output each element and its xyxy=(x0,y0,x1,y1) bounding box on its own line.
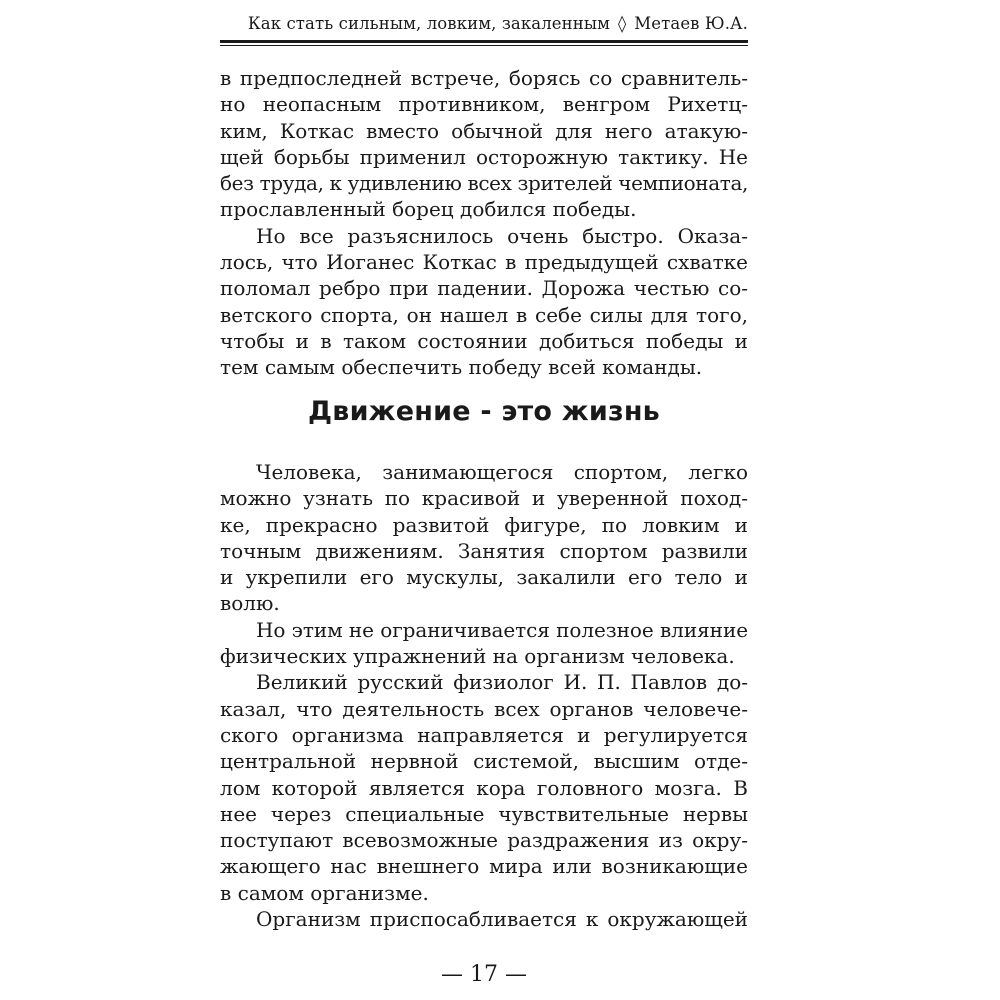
running-head-separator: ◊ xyxy=(618,14,627,33)
text-line: ким, Коткас вместо обычной для него атакую- xyxy=(220,118,748,143)
text-line: ского организма направляется и регулируется xyxy=(220,722,748,747)
text-block-2 xyxy=(220,459,748,932)
text-line: в предпоследней встрече, борясь со сравнитель- xyxy=(220,66,748,90)
text-line: тем самым обеспечить победу всей команды. xyxy=(220,355,703,380)
text-line: Организм приспосабливается к окружающей xyxy=(256,907,748,932)
header-rule-thin xyxy=(220,45,748,46)
text-line: в самом организме. xyxy=(220,880,429,905)
text-line: лом которой является кора головного мозга. В xyxy=(220,775,748,800)
text-line: и укрепили его мускулы, закалили его тело и xyxy=(220,565,748,590)
text-line: Но этим не ограничивается полезное влияние xyxy=(256,617,748,642)
text-line: щей борьбы применил осторожную тактику. Не xyxy=(220,144,748,169)
text-line: физических упражнений на организм человека. xyxy=(220,644,735,669)
text-line: центральной нервной системой, высшим отде- xyxy=(220,749,748,774)
text-line: ке, прекрасно развитой фигуре, по ловким и xyxy=(220,512,748,537)
text-line: поступают всевозможные раздражения из окру- xyxy=(220,828,748,853)
text-block-1 xyxy=(220,65,748,381)
text-line: Но все разъяснилось очень быстро. Оказа- xyxy=(256,223,748,248)
text-line: волю. xyxy=(220,591,280,616)
header-rule-thick xyxy=(220,40,748,43)
text-line: ветского спорта, он нашел в себе силы для того, xyxy=(220,302,748,327)
text-line: прославленный борец добился победы. xyxy=(220,197,637,222)
running-head xyxy=(220,14,748,33)
text-line: Великий русский физиолог И. П. Павлов до- xyxy=(256,670,748,695)
text-line: жающего нас внешнего мира или возникающие xyxy=(220,854,748,879)
text-line: можно узнать по красивой и уверенной поход- xyxy=(220,486,748,511)
section-heading: Движение - это жизнь xyxy=(308,396,660,427)
text-line: но неопасным противником, венгром Рихетц- xyxy=(220,92,748,117)
text-line: поломал ребро при падении. Дорожа честью со- xyxy=(220,276,748,301)
text-line: без труда, к удивлению всех зрителей чемпионата, xyxy=(220,171,749,196)
text-line: казал, что деятельность всех органов человече- xyxy=(220,696,748,721)
text-line: нее через специальные чувствительные нервы xyxy=(220,801,748,826)
text-line: лось, что Иоганес Коткас в предыдущей схватке xyxy=(220,250,748,275)
text-line: чтобы и в таком состоянии добиться победы и xyxy=(220,328,748,353)
running-head-title: Как стать сильным, ловким, закаленным xyxy=(247,14,611,33)
text-line: Человека, занимающегося спортом, легко xyxy=(256,460,748,484)
text-line: точным движениям. Занятия спортом развили xyxy=(220,538,748,563)
running-head-author: Метаев Ю.А. xyxy=(634,14,748,33)
page-number: — 17 — xyxy=(441,962,527,987)
